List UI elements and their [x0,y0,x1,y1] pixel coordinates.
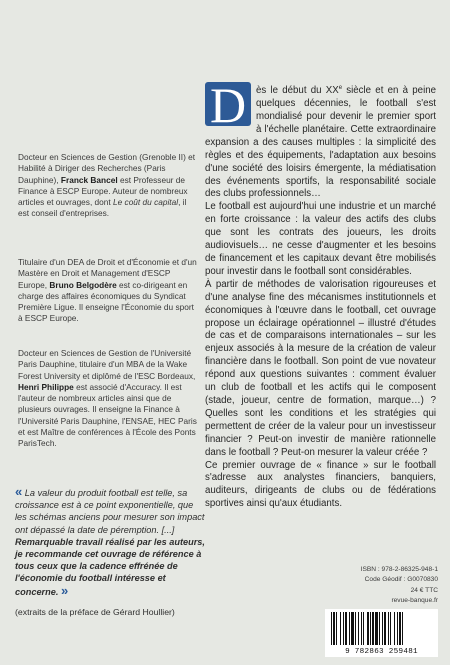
author-name: Henri Philippe [18,381,74,392]
author-bio-bancel [18,152,198,220]
barcode-bar [345,612,347,645]
quote-open-mark: « [15,484,23,499]
barcode-bar [336,612,337,645]
barcode-bar [382,612,383,645]
barcode-bar [375,612,378,645]
barcode-bar [372,612,374,645]
barcode-bar [361,612,362,645]
description-paragraph-4: Ce premier ouvrage de « finance » sur le football s'adresse aux analystes financiers, banquiers, auditeurs, dirigeants de clubs ou de fédérations sportives ainsi qu'aux étudiants. [205,459,436,510]
barcode-bar [379,612,380,645]
barcode-bar [333,612,335,645]
barcode-bar [402,612,403,645]
barcode-bar [355,612,356,645]
barcode-bar [370,612,371,645]
author-name: Franck Bancel [60,174,118,185]
bio-text: Docteur en Sciences de Gestion de l'Université Paris Dauphine, titulaire d'un MBA de la Wake Forest University et diplômé de l'ESC Bordeaux, [18,348,196,381]
preface-quote [15,486,205,618]
bio-text: est associé d'Accuracy. Il est l'auteur de nombreux articles ainsi que de plusieurs ouvrages. Il enseigne la Finance à l'Université Paris Dauphine, l'ENSAE, HEC Paris et est Maître de conférences à l'École des Ponts ParisTech. [18,381,197,449]
intro-text: siècle et en à peine quelques décennies, le football s'est mondialisé pour devenir le premier sport à l'échelle planétaire. Cette extraordinaire expansion a des causes multiples : la simplicité des règles et des équipements, l'adaptation aux besoins d'une société des loisirs émergente, la médiatisation des événements sportifs, la responsabilité sociale des clubs professionnels… [205,85,436,200]
barcode-bar [351,612,354,645]
code-geodif: Code Géodif : G0070830 [364,576,438,584]
book-description [205,77,436,511]
barcode-bar [343,612,344,645]
barcode-bar [363,612,364,645]
bio-text: est Professeur de Finance à ESCP Europe. Auteur de nombreux articles et ouvrages, dont [18,174,188,208]
book-title: Le coût du capital [113,197,179,208]
barcode-bar [331,612,332,645]
barcode-bar [397,612,398,645]
barcode-bar [390,612,391,645]
barcode-bar [367,612,369,645]
barcode-bar [384,612,386,645]
quote-text: La valeur du produit football est telle, sa croissance est à ce point exponentielle, que les schémas anciens pour mesurer son impact ont dépassé la date de péremption. [...] [15,488,205,535]
description-paragraph-1 [205,77,436,201]
price: 24 € TTC [410,586,438,594]
isbn-info [343,565,438,607]
quote-text-bold: Remarquable travail réalisé par les auteurs, je recommande cet ouvrage de référence à tous ceux que la cadence effrénée de l'économie du football intéresse et concerne. [15,536,205,597]
barcode-bar [399,612,401,645]
author-bio-philippe [18,348,198,450]
barcode-bar [358,612,359,645]
author-name: Bruno Belgodère [49,279,117,290]
century-superscript: e [338,85,343,91]
bio-text: est co-dirigeant en charge des affaires économiques du Syndicat Première Ligue. Il enseigne l'Économie du sport à ESCP Europe. [18,279,194,324]
bio-text: , il est conseil d'entreprises. [18,197,187,219]
intro-text: ès le début du XX [256,85,339,97]
barcode-bar [394,612,395,645]
quote-close-mark: » [60,582,69,598]
barcode-bar [340,612,341,645]
barcode-digits: 9 782863 259481 [345,648,418,656]
bio-text: Docteur en Sciences de Gestion (Grenoble II) et Habilité à Diriger des Recherches (Paris Dauphine), [18,152,196,185]
bio-text: Titulaire d'un DEA de Droit et d'Économie et d'un Mastère en Droit et Management d'ESCP Europe, [18,257,197,290]
drop-cap: D [205,82,251,126]
barcode-bar [349,612,350,645]
description-paragraph-3: À partir de méthodes de valorisation rigoureuses et d'une analyse fine des mécanismes institutionnels et économiques à l'œuvre dans le football, cet ouvrage propose un éclairage opérationnel – illustré d'études de cas et de comparaisons internationales – sur les enjeux associés à la mesure de la création de valeur financière dans le football. Son point de vue novateur répond aux questions suivantes : comment évaluer un club de football et les actifs qui le composent (stade, joueur, centre de formation, marque…) ? Quelles sont les conditions et les stratégies qui permettent de créer de la valeur pour un investisseur financier ? Peut-on investir de manière rationnelle dans le football ? Peut-on mesurer la valeur créée ? [205,278,436,458]
description-paragraph-2: Le football est aujourd'hui une industrie et un marché en forte croissance : la valeur des actifs des clubs que sont les contrats des joueurs, les droits audiovisuels… ne cesse d'augmenter et les besoins de financement et les capitaux devant être mobilisés pour investir dans le football sont considérables. [205,201,436,277]
website: revue-banque.fr [391,597,438,605]
author-bio-belgodere [18,257,198,325]
barcode [325,609,438,657]
quote-source: (extraits de la préface de Gérard Houllier) [15,606,175,617]
barcode-bars [331,612,432,645]
isbn: ISBN : 978-2-86325-948-1 [360,566,438,573]
barcode-bar [388,612,389,645]
